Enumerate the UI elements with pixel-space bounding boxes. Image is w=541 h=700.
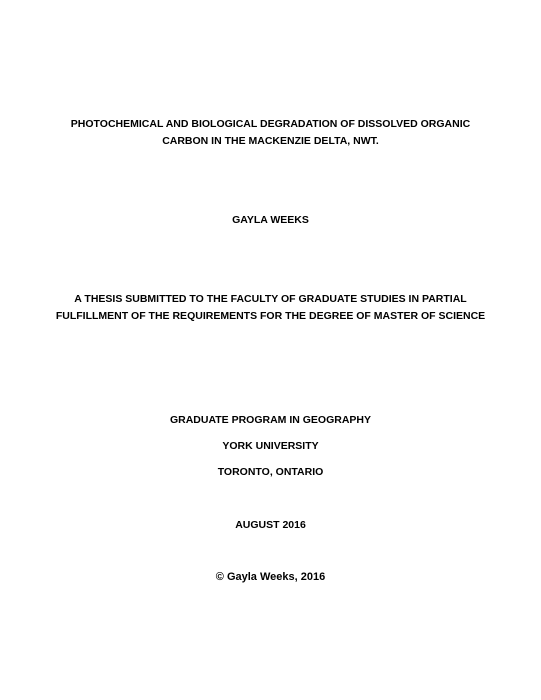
submission-statement-line-2: FULFILLMENT OF THE REQUIREMENTS FOR THE DEGREE OF MASTER OF SCIENCE — [55, 310, 486, 322]
thesis-title-line-2: CARBON IN THE MACKENZIE DELTA, NWT. — [162, 135, 379, 147]
submission-statement-line-1: A THESIS SUBMITTED TO THE FACULTY OF GRADUATE STUDIES IN PARTIAL — [74, 293, 467, 305]
university-location: TORONTO, ONTARIO — [217, 466, 324, 478]
author-name: GAYLA WEEKS — [232, 214, 309, 226]
graduate-program: GRADUATE PROGRAM IN GEOGRAPHY — [169, 414, 372, 426]
thesis-title-line-1: PHOTOCHEMICAL AND BIOLOGICAL DEGRADATION OF DISSOLVED ORGANIC — [70, 118, 471, 130]
submission-date: AUGUST 2016 — [235, 519, 306, 531]
copyright-notice: © Gayla Weeks, 2016 — [215, 571, 326, 583]
university-name: YORK UNIVERSITY — [222, 440, 319, 452]
